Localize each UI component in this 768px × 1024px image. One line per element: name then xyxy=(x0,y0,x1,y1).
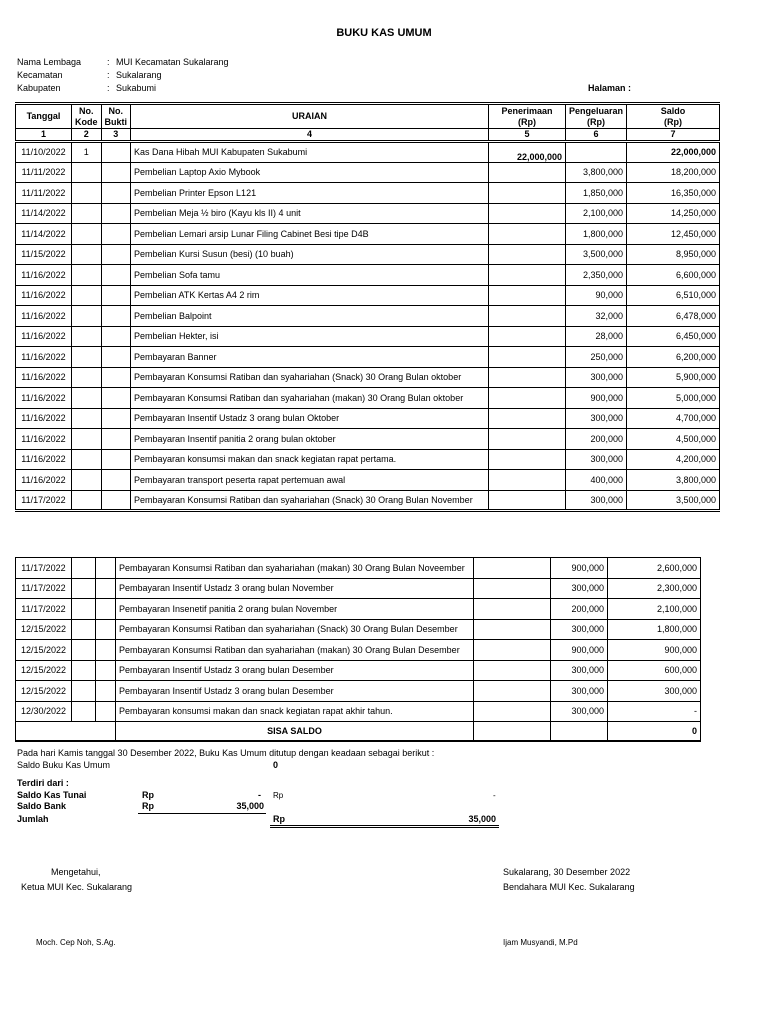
cell-pengeluaran: 300,000 xyxy=(551,681,608,702)
kas-tunai-value: - xyxy=(258,790,261,800)
sign-right-line1: Sukalarang, 30 Desember 2022 xyxy=(503,867,631,877)
cell-penerimaan xyxy=(489,470,566,491)
col-number: 2 xyxy=(72,129,102,142)
cell-kode xyxy=(72,640,96,661)
col-number: 6 xyxy=(566,129,627,142)
cell-uraian: Pembelian Hekter, isi xyxy=(131,326,489,347)
cell-bukti xyxy=(101,367,131,388)
cell-saldo: 12,450,000 xyxy=(627,224,720,245)
cell-uraian: Pembayaran konsumsi makan dan snack kegiatan rapat akhir tahun. xyxy=(116,701,474,722)
cell-bukti xyxy=(96,640,116,661)
cell-uraian: Pembelian ATK Kertas A4 2 rim xyxy=(131,285,489,306)
cell-pengeluaran: 900,000 xyxy=(566,388,627,409)
cell-tanggal: 12/15/2022 xyxy=(16,660,72,681)
table-row xyxy=(16,449,720,470)
cell-penerimaan xyxy=(474,660,551,681)
cell-bukti xyxy=(101,265,131,286)
cell-kode xyxy=(72,429,102,450)
terdiri-label: Terdiri dari : xyxy=(17,778,69,788)
cell-tanggal: 11/11/2022 xyxy=(16,183,72,204)
cell-penerimaan xyxy=(489,244,566,265)
cell-kode: 1 xyxy=(72,142,102,163)
cell-penerimaan xyxy=(489,367,566,388)
cell-saldo: 14,250,000 xyxy=(627,203,720,224)
cell-tanggal: 11/16/2022 xyxy=(16,347,72,368)
cell-pengeluaran: 90,000 xyxy=(566,285,627,306)
cell-bukti xyxy=(101,429,131,450)
cell-tanggal: 11/16/2022 xyxy=(16,429,72,450)
table-row xyxy=(16,162,720,183)
cell-saldo: 6,600,000 xyxy=(627,265,720,286)
col-number: 7 xyxy=(627,129,720,142)
cell-uraian: Pembayaran transport peserta rapat pertemuan awal xyxy=(131,470,489,491)
cell-pengeluaran: 300,000 xyxy=(566,367,627,388)
info-label: Nama Lembaga xyxy=(17,57,82,67)
cell-kode xyxy=(72,660,96,681)
saldo-bku-label: Saldo Buku Kas Umum xyxy=(17,760,111,770)
cell-penerimaan xyxy=(489,490,566,511)
info-label: Kecamatan xyxy=(17,70,63,80)
cell-penerimaan xyxy=(489,429,566,450)
table-row xyxy=(16,183,720,204)
cell-saldo: 2,300,000 xyxy=(608,578,701,599)
cell-pengeluaran: 300,000 xyxy=(566,408,627,429)
header-penerimaan: Penerimaan (Rp) xyxy=(489,104,566,129)
cell-kode xyxy=(72,408,102,429)
cell-pengeluaran: 3,800,000 xyxy=(566,162,627,183)
col-number: 1 xyxy=(16,129,72,142)
cell-uraian: Pembayaran Konsumsi Ratiban dan syahariahan (makan) 30 Orang Bulan oktober xyxy=(131,388,489,409)
info-value: MUI Kecamatan Sukalarang xyxy=(116,57,229,67)
cell-pengeluaran: 900,000 xyxy=(551,640,608,661)
saldo-bank-value: 35,000 xyxy=(236,801,264,811)
cell-bukti xyxy=(101,388,131,409)
cell-tanggal: 11/16/2022 xyxy=(16,470,72,491)
header-pengeluaran: Pengeluaran (Rp) xyxy=(566,104,627,129)
cell-bukti xyxy=(101,244,131,265)
cell-tanggal: 11/11/2022 xyxy=(16,162,72,183)
cell-kode xyxy=(72,244,102,265)
cell-kode xyxy=(72,388,102,409)
sign-left-line2: Ketua MUI Kec. Sukalarang xyxy=(21,882,133,892)
table-row xyxy=(16,558,701,579)
kas-table-page2 xyxy=(15,557,701,742)
cell-penerimaan xyxy=(489,326,566,347)
cell-bukti xyxy=(101,449,131,470)
cell-penerimaan xyxy=(489,347,566,368)
cell-pengeluaran: 300,000 xyxy=(551,701,608,722)
cell-saldo: 3,500,000 xyxy=(627,490,720,511)
cell-penerimaan xyxy=(489,306,566,327)
cell-kode xyxy=(72,578,96,599)
table-row xyxy=(16,285,720,306)
table-row xyxy=(16,244,720,265)
cell-penerimaan xyxy=(489,265,566,286)
cell-penerimaan xyxy=(489,388,566,409)
cell-pengeluaran: 300,000 xyxy=(566,449,627,470)
info-label: Kabupaten xyxy=(17,83,61,93)
cell-kode xyxy=(72,285,102,306)
cell-tanggal: 11/16/2022 xyxy=(16,449,72,470)
cell-saldo: 5,900,000 xyxy=(627,367,720,388)
cell-uraian: Pembayaran Insentif Ustadz 3 orang bulan November xyxy=(116,578,474,599)
header-uraian: URAIAN xyxy=(131,104,489,129)
cell-penerimaan xyxy=(474,619,551,640)
cell-penerimaan xyxy=(474,558,551,579)
cell-saldo: 6,200,000 xyxy=(627,347,720,368)
cell-bukti xyxy=(96,578,116,599)
table-row xyxy=(16,470,720,491)
cell-kode xyxy=(72,701,96,722)
cell-kode xyxy=(72,183,102,204)
cell-uraian: Pembayaran Konsumsi Ratiban dan syahariahan (makan) 30 Orang Bulan Desember xyxy=(116,640,474,661)
cell-tanggal: 11/16/2022 xyxy=(16,285,72,306)
header-no-kode: No. Kode xyxy=(72,104,102,129)
cell-bukti xyxy=(101,203,131,224)
table-row xyxy=(16,660,701,681)
kas-tunai-value2: - xyxy=(493,791,496,800)
cell-pengeluaran: 300,000 xyxy=(551,619,608,640)
saldo-bku-value: 0 xyxy=(273,760,279,770)
cell-bukti xyxy=(101,306,131,327)
cell-uraian: Pembayaran Banner xyxy=(131,347,489,368)
cell-uraian: Pembayaran Konsumsi Ratiban dan syahariahan (Snack) 30 Orang Bulan November xyxy=(131,490,489,511)
cell-bukti xyxy=(96,619,116,640)
table-row xyxy=(16,326,720,347)
cell-saldo: 2,100,000 xyxy=(608,599,701,620)
cell-tanggal: 11/15/2022 xyxy=(16,244,72,265)
cell-kode xyxy=(72,326,102,347)
cell-tanggal: 11/17/2022 xyxy=(16,490,72,511)
cell-pengeluaran: 300,000 xyxy=(566,490,627,511)
cell-bukti xyxy=(96,681,116,702)
kas-tunai-rp: Rp xyxy=(142,790,154,800)
cell-tanggal: 11/10/2022 xyxy=(16,142,72,163)
cell-pengeluaran: 300,000 xyxy=(551,660,608,681)
cell-pengeluaran: 400,000 xyxy=(566,470,627,491)
cell-penerimaan xyxy=(474,578,551,599)
jumlah-value: 35,000 xyxy=(468,814,496,824)
table-row xyxy=(16,490,720,511)
cell-tanggal: 11/16/2022 xyxy=(16,367,72,388)
cell-tanggal: 11/16/2022 xyxy=(16,265,72,286)
sisa-saldo-value: 0 xyxy=(608,722,701,741)
cell-saldo: 300,000 xyxy=(608,681,701,702)
cell-saldo: 18,200,000 xyxy=(627,162,720,183)
cell-penerimaan xyxy=(474,701,551,722)
cell-bukti xyxy=(101,408,131,429)
cell-penerimaan: 22,000,000 xyxy=(489,142,566,163)
kas-table-page1 xyxy=(15,102,720,512)
cell-uraian: Pembelian Sofa tamu xyxy=(131,265,489,286)
cell-saldo: 16,350,000 xyxy=(627,183,720,204)
cell-uraian: Pembelian Printer Epson L121 xyxy=(131,183,489,204)
sign-right-name: Ijam Musyandi, M.Pd xyxy=(503,938,578,947)
cell-penerimaan xyxy=(489,408,566,429)
cell-penerimaan xyxy=(474,599,551,620)
cell-uraian: Pembayaran konsumsi makan dan snack kegiatan rapat pertama. xyxy=(131,449,489,470)
table-row xyxy=(16,408,720,429)
cell-uraian: Pembelian Lemari arsip Lunar Filing Cabinet Besi tipe D4B xyxy=(131,224,489,245)
cell-saldo: 2,600,000 xyxy=(608,558,701,579)
sign-left-name: Moch. Cep Noh, S.Ag. xyxy=(36,938,116,947)
cell-uraian: Pembelian Kursi Susun (besi) (10 buah) xyxy=(131,244,489,265)
col-number: 4 xyxy=(131,129,489,142)
jumlah-label: Jumlah xyxy=(17,814,49,824)
cell-kode xyxy=(72,470,102,491)
table-row xyxy=(16,640,701,661)
cell-uraian: Pembayaran Insentif Ustadz 3 orang bulan Desember xyxy=(116,681,474,702)
cell-saldo: 6,478,000 xyxy=(627,306,720,327)
subtotal-line xyxy=(138,813,266,814)
cell-saldo: 6,510,000 xyxy=(627,285,720,306)
cell-pengeluaran: 300,000 xyxy=(551,578,608,599)
cell-penerimaan xyxy=(474,681,551,702)
sign-right-line2: Bendahara MUI Kec. Sukalarang xyxy=(503,882,635,892)
cell-kode xyxy=(72,203,102,224)
table-row xyxy=(16,203,720,224)
cell-uraian: Pembelian Balpoint xyxy=(131,306,489,327)
col-number: 5 xyxy=(489,129,566,142)
cell-tanggal: 12/30/2022 xyxy=(16,701,72,722)
table-row xyxy=(16,388,720,409)
saldo-bank-label: Saldo Bank xyxy=(17,801,67,811)
cell-kode xyxy=(72,558,96,579)
cell-pengeluaran: 2,100,000 xyxy=(566,203,627,224)
table-row xyxy=(16,224,720,245)
cell-pengeluaran: 200,000 xyxy=(551,599,608,620)
cell-penerimaan xyxy=(489,224,566,245)
cell-tanggal: 11/17/2022 xyxy=(16,599,72,620)
cell-saldo: 8,950,000 xyxy=(627,244,720,265)
cell-tanggal: 11/16/2022 xyxy=(16,306,72,327)
cell-uraian: Pembelian Meja ½ biro (Kayu kls II) 4 unit xyxy=(131,203,489,224)
cell-kode xyxy=(72,599,96,620)
cell-kode xyxy=(72,306,102,327)
cell-uraian: Pembayaran Konsumsi Ratiban dan syahariahan (makan) 30 Orang Bulan Noveember xyxy=(116,558,474,579)
cell-bukti xyxy=(101,183,131,204)
info-row-kabupaten: Kabupaten : Sukabumi xyxy=(17,83,157,93)
cell-bukti xyxy=(101,285,131,306)
cell-bukti xyxy=(101,326,131,347)
cell-saldo: 600,000 xyxy=(608,660,701,681)
cell-penerimaan xyxy=(489,162,566,183)
cell-kode xyxy=(72,367,102,388)
cell-bukti xyxy=(96,660,116,681)
cell-kode xyxy=(72,619,96,640)
cell-penerimaan xyxy=(474,640,551,661)
table-row xyxy=(16,265,720,286)
cell-saldo: - xyxy=(608,701,701,722)
cell-tanggal: 11/17/2022 xyxy=(16,578,72,599)
cell-bukti xyxy=(101,490,131,511)
jumlah-rp: Rp xyxy=(273,814,285,824)
cell-penerimaan xyxy=(489,203,566,224)
cell-tanggal: 11/14/2022 xyxy=(16,224,72,245)
cell-tanggal: 11/16/2022 xyxy=(16,408,72,429)
halaman-label: Halaman : xyxy=(588,83,632,93)
cell-pengeluaran: 1,850,000 xyxy=(566,183,627,204)
cell-bukti xyxy=(101,142,131,163)
table-row xyxy=(16,619,701,640)
cell-kode xyxy=(72,681,96,702)
document-title: BUKU KAS UMUM xyxy=(336,27,432,39)
cell-uraian: Pembayaran Konsumsi Ratiban dan syahariahan (Snack) 30 Orang Bulan Desember xyxy=(116,619,474,640)
cell-kode xyxy=(72,224,102,245)
cell-uraian: Pembayaran Konsumsi Ratiban dan syahariahan (Snack) 30 Orang Bulan oktober xyxy=(131,367,489,388)
cell-bukti xyxy=(101,347,131,368)
cell-saldo: 900,000 xyxy=(608,640,701,661)
cell-tanggal: 11/17/2022 xyxy=(16,558,72,579)
cell-penerimaan xyxy=(489,449,566,470)
cell-saldo: 6,450,000 xyxy=(627,326,720,347)
cell-pengeluaran xyxy=(566,142,627,163)
sign-left-line1: Mengetahui, xyxy=(51,867,101,877)
closing-sentence: Pada hari Kamis tanggal 30 Desember 2022, Buku Kas Umum ditutup dengan keadaan sebagai berikut : xyxy=(17,748,435,758)
table-row xyxy=(16,429,720,450)
cell-pengeluaran: 32,000 xyxy=(566,306,627,327)
header-saldo: Saldo (Rp) xyxy=(627,104,720,129)
table-row xyxy=(16,306,720,327)
cell-saldo: 4,500,000 xyxy=(627,429,720,450)
info-value: Sukabumi xyxy=(116,83,157,93)
table-row xyxy=(16,347,720,368)
saldo-bank-rp: Rp xyxy=(142,801,154,811)
cell-tanggal: 11/14/2022 xyxy=(16,203,72,224)
cell-kode xyxy=(72,162,102,183)
table-row xyxy=(16,578,701,599)
cell-kode xyxy=(72,449,102,470)
kas-tunai-label: Saldo Kas Tunai xyxy=(17,790,87,800)
cell-saldo: 1,800,000 xyxy=(608,619,701,640)
cell-penerimaan xyxy=(489,285,566,306)
cell-uraian: Pembayaran Insenetif panitia 2 orang bulan November xyxy=(116,599,474,620)
cell-pengeluaran: 2,350,000 xyxy=(566,265,627,286)
cell-tanggal: 12/15/2022 xyxy=(16,640,72,661)
info-row-lembaga: Nama Lembaga : MUI Kecamatan Sukalarang xyxy=(17,57,229,67)
cell-bukti xyxy=(96,599,116,620)
cell-tanggal: 12/15/2022 xyxy=(16,619,72,640)
cell-tanggal: 11/16/2022 xyxy=(16,326,72,347)
sisa-saldo-label: SISA SALDO xyxy=(116,722,474,741)
cell-pengeluaran: 900,000 xyxy=(551,558,608,579)
info-value: Sukalarang xyxy=(116,70,162,80)
cell-uraian: Pembayaran Insentif panitia 2 orang bulan oktober xyxy=(131,429,489,450)
kas-tunai-rp2: Rp xyxy=(273,791,284,800)
cell-kode xyxy=(72,347,102,368)
cell-saldo: 4,700,000 xyxy=(627,408,720,429)
cell-saldo: 4,200,000 xyxy=(627,449,720,470)
cell-bukti xyxy=(101,224,131,245)
cell-uraian: Pembayaran Insentif Ustadz 3 orang bulan Oktober xyxy=(131,408,489,429)
cell-tanggal: 11/16/2022 xyxy=(16,388,72,409)
header-tanggal: Tanggal xyxy=(16,104,72,129)
cell-uraian: Pembayaran Insentif Ustadz 3 orang bulan Desember xyxy=(116,660,474,681)
sisa-saldo-row xyxy=(16,722,701,741)
cell-penerimaan xyxy=(489,183,566,204)
cell-kode xyxy=(72,265,102,286)
cell-bukti xyxy=(101,470,131,491)
cell-saldo: 3,800,000 xyxy=(627,470,720,491)
table-row xyxy=(16,681,701,702)
cell-uraian: Pembelian Laptop Axio Mybook xyxy=(131,162,489,183)
cell-pengeluaran: 1,800,000 xyxy=(566,224,627,245)
table-row xyxy=(16,599,701,620)
cell-kode xyxy=(72,490,102,511)
cell-bukti xyxy=(96,701,116,722)
col-number: 3 xyxy=(101,129,131,142)
table-row xyxy=(16,367,720,388)
cell-pengeluaran: 3,500,000 xyxy=(566,244,627,265)
cell-pengeluaran: 28,000 xyxy=(566,326,627,347)
info-row-kecamatan: Kecamatan : Sukalarang xyxy=(17,70,162,80)
table-row xyxy=(16,701,701,722)
cell-pengeluaran: 250,000 xyxy=(566,347,627,368)
cell-tanggal: 12/15/2022 xyxy=(16,681,72,702)
cell-saldo: 22,000,000 xyxy=(627,142,720,163)
cell-bukti xyxy=(96,558,116,579)
cell-bukti xyxy=(101,162,131,183)
cell-uraian: Kas Dana Hibah MUI Kabupaten Sukabumi xyxy=(131,142,489,163)
header-no-bukti: No. Bukti xyxy=(101,104,131,129)
cell-saldo: 5,000,000 xyxy=(627,388,720,409)
table-row xyxy=(16,142,720,163)
cell-pengeluaran: 200,000 xyxy=(566,429,627,450)
total-double-line xyxy=(270,825,499,828)
